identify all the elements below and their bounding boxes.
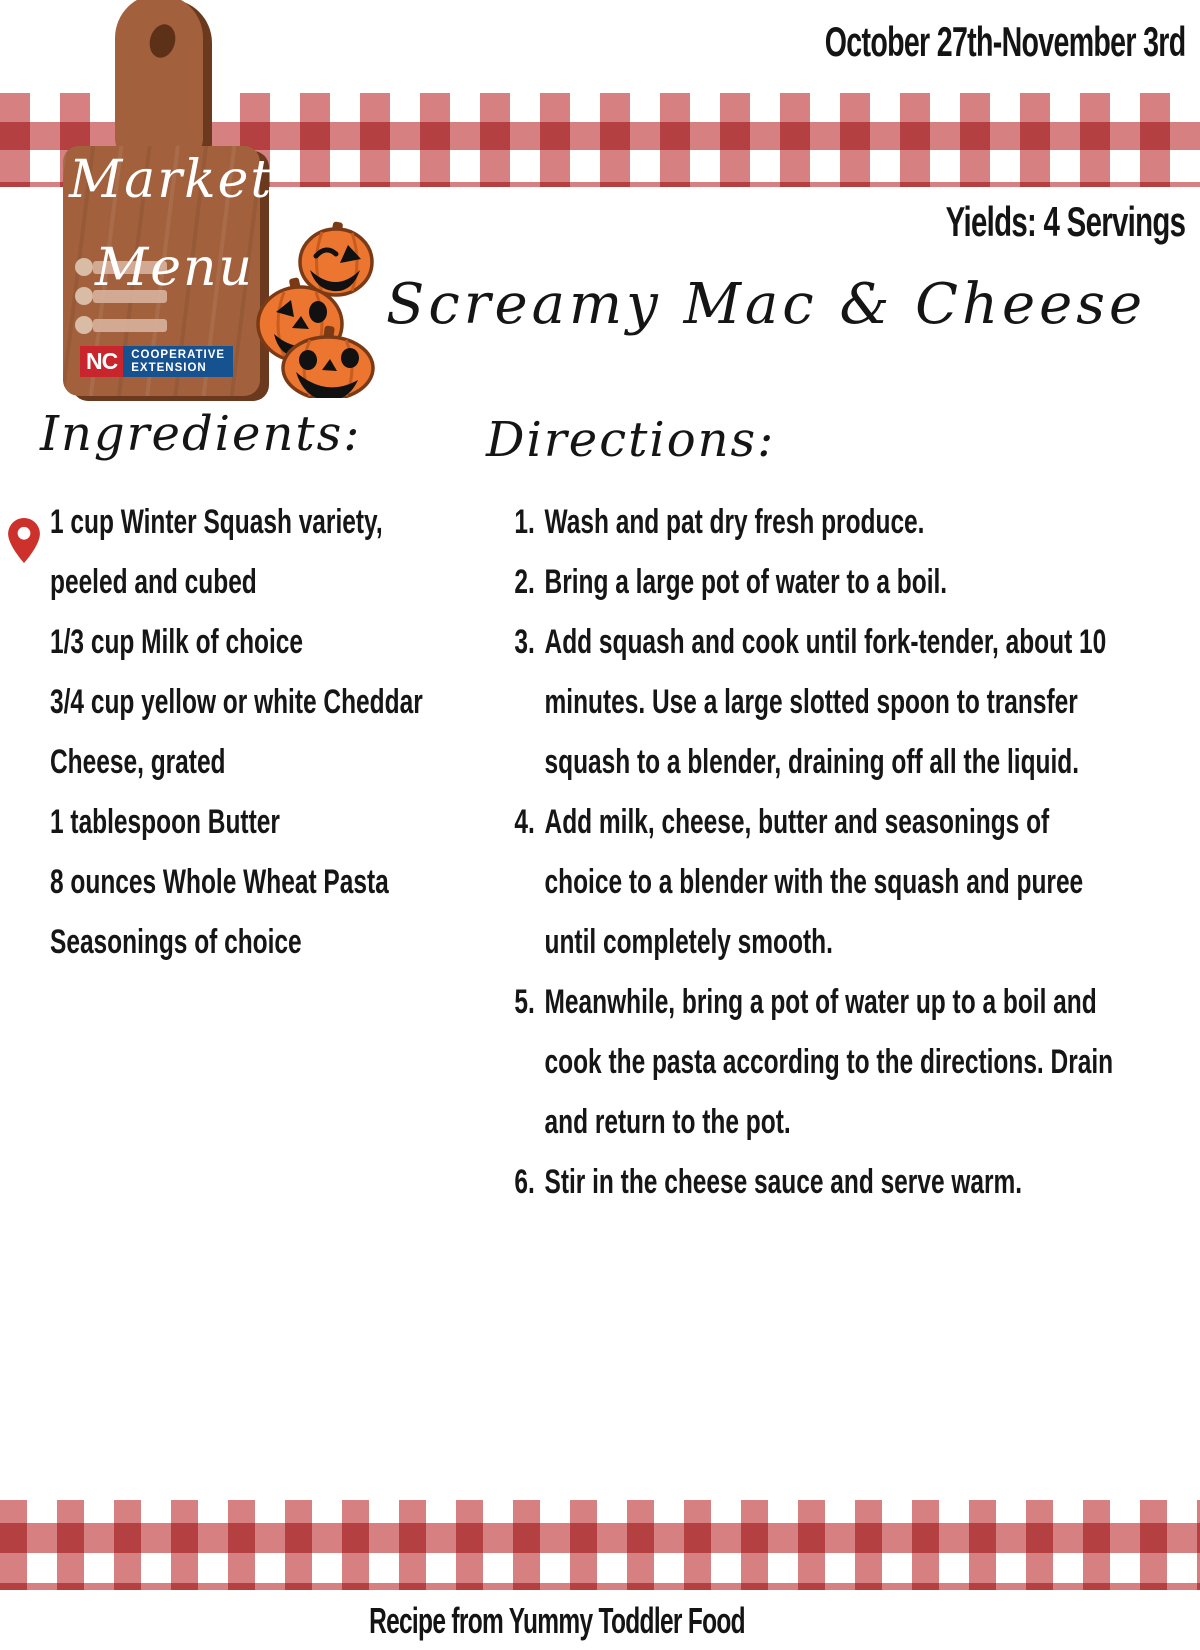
board-list-bullet: [75, 258, 93, 276]
pumpkin-top: [300, 221, 372, 295]
yields-label: Yields: 4 Servings: [945, 198, 1185, 245]
board-list-bullet: [75, 316, 93, 334]
ingredient-item: 1 tablespoon Butter: [50, 803, 280, 841]
date-range: October 27th-November 3rd: [824, 18, 1185, 65]
recipe-title: Screamy Mac & Cheese: [386, 272, 1147, 337]
ingredient-item: Seasonings of choice: [50, 923, 302, 961]
gingham-band-bottom: [0, 1500, 1200, 1590]
direction-step: 5. Meanwhile, bring a pot of water up to a boil and cook the pasta according to the directions. Drain and return to the pot.: [542, 972, 1131, 1152]
directions-heading: Directions:: [486, 412, 776, 468]
direction-step: 4. Add milk, cheese, butter and seasonings of choice to a blender with the squash and puree until completely smooth.: [542, 792, 1131, 972]
brand-title-menu: Menu: [95, 238, 254, 298]
nc-logo-line2: EXTENSION: [131, 361, 207, 374]
board-list-bullet: [75, 287, 93, 305]
nc-logo-mark: NC: [80, 346, 123, 377]
recipe-credit: Recipe from Yummy Toddler Food: [369, 1600, 745, 1641]
board-list-line: [93, 319, 167, 332]
directions-list: [497, 492, 1131, 1212]
brand-title-market: Market: [69, 150, 274, 210]
ingredients-heading: Ingredients:: [40, 406, 362, 462]
ingredient-item: 1/3 cup Milk of choice: [50, 623, 304, 661]
direction-step: 1. Wash and pat dry fresh produce.: [542, 492, 1131, 552]
ingredient-item: 3/4 cup yellow or white Cheddar Cheese, grated: [50, 683, 423, 781]
nc-logo-wordmark: [123, 346, 233, 377]
direction-step: 2. Bring a large pot of water to a boil.: [542, 552, 1131, 612]
cutting-board-graphic: [55, 0, 274, 400]
ingredient-item: 1 cup Winter Squash variety, peeled and cubed: [50, 503, 383, 601]
ingredient-item: 8 ounces Whole Wheat Pasta: [50, 863, 389, 901]
nc-logo-line1: COOPERATIVE: [131, 348, 226, 361]
jack-o-lantern-stack-icon: [254, 220, 384, 398]
direction-step: 6. Stir in the cheese sauce and serve warm.: [542, 1152, 1131, 1212]
ingredients-list: [50, 492, 453, 972]
map-pin-icon: [8, 518, 40, 563]
nc-cooperative-extension-logo: [80, 346, 233, 377]
direction-step: 3. Add squash and cook until fork-tender, about 10 minutes. Use a large slotted spoon to transfer squash to a blender, draining off all the liquid.: [542, 612, 1131, 792]
